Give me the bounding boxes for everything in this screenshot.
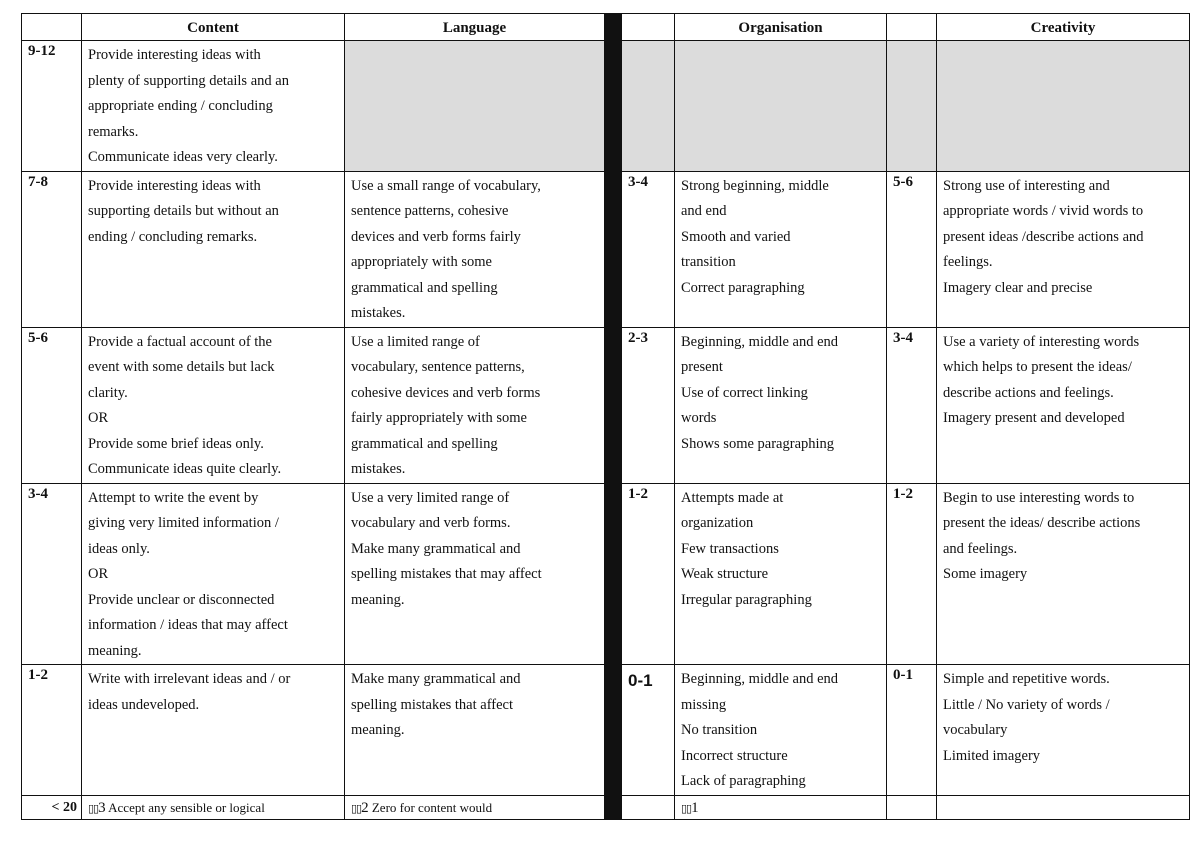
creativity-descriptor <box>937 483 1190 665</box>
descriptor-line: Lack of paragraphing <box>681 773 806 789</box>
column-separator <box>605 14 622 820</box>
language-footnote <box>345 796 605 820</box>
descriptor-line: vocabulary <box>943 722 1008 738</box>
descriptor-line: OR <box>88 566 109 582</box>
descriptor-line: Beginning, middle and end <box>681 333 839 350</box>
descriptor-line: Provide a factual account of the <box>88 333 272 350</box>
descriptor-line: present <box>681 359 723 375</box>
descriptor-line: Correct paragraphing <box>681 279 805 296</box>
descriptor-line: Little / No variety of words / <box>943 696 1110 713</box>
descriptor-line: spelling mistakes that affect <box>351 696 514 713</box>
descriptor-line: Make many grammatical and <box>351 540 521 557</box>
descriptor-line: present the ideas/ describe actions <box>943 515 1141 531</box>
descriptor-line: plenty of supporting details and an <box>88 72 289 89</box>
descriptor-line: appropriate words / vivid words to <box>943 203 1144 219</box>
footnote-number: 2 <box>361 800 369 816</box>
descriptor-line: vocabulary and verb forms. <box>351 515 511 531</box>
descriptor-line: Limited imagery <box>943 747 1041 764</box>
organisation-descriptor <box>675 327 887 483</box>
descriptor-line: Beginning, middle and end <box>681 671 839 687</box>
descriptor-line: words <box>681 410 717 426</box>
descriptor-line: Irregular paragraphing <box>681 591 812 608</box>
descriptor-line: cohesive devices and verb forms <box>351 384 541 401</box>
descriptor-line: describe actions and feelings. <box>943 384 1114 401</box>
descriptor-line: giving very limited information / <box>88 515 279 531</box>
descriptor-line: Make many grammatical and <box>351 671 521 687</box>
descriptor-line: Communicate ideas quite clearly. <box>88 461 282 477</box>
creativity-footer-cell <box>937 796 1190 820</box>
content-descriptor <box>82 327 345 483</box>
descriptor-line: Smooth and varied <box>681 228 791 245</box>
header-score <box>22 14 82 41</box>
descriptor-line: No transition <box>681 722 758 738</box>
descriptor-line: spelling mistakes that may affect <box>351 566 542 582</box>
organisation-footnote <box>675 796 887 820</box>
organisation-score: 1-2 <box>622 483 675 665</box>
language-descriptor <box>345 483 605 665</box>
descriptor-line: missing <box>681 696 727 713</box>
descriptor-line: Simple and repetitive words. <box>943 671 1110 687</box>
marking-rubric-table <box>21 13 1190 820</box>
descriptor-line: mistakes. <box>351 305 406 321</box>
descriptor-line: Weak structure <box>681 566 768 582</box>
header-row <box>22 14 1190 41</box>
creativity-score: 3-4 <box>887 327 937 483</box>
creativity-score: 0-1 <box>887 665 937 796</box>
descriptor-line: meaning. <box>351 722 405 738</box>
org-score-empty-cell <box>622 41 675 172</box>
descriptor-line: event with some details but lack <box>88 359 275 375</box>
total-score-label: < 20 <box>22 796 82 820</box>
descriptor-line: Imagery clear and precise <box>943 279 1093 296</box>
creativity-descriptor <box>937 665 1190 796</box>
creativity-score: 5-6 <box>887 171 937 327</box>
descriptor-line: Shows some paragraphing <box>681 435 835 452</box>
header-cre-score <box>887 14 937 41</box>
descriptor-line: clarity. <box>88 384 128 401</box>
content-score: 9-12 <box>22 41 82 172</box>
language-descriptor <box>345 327 605 483</box>
descriptor-line: Provide interesting ideas with <box>88 177 261 194</box>
descriptor-line: ideas only. <box>88 540 150 557</box>
descriptor-line: Few transactions <box>681 540 779 557</box>
descriptor-line: present ideas /describe actions and <box>943 228 1144 245</box>
descriptor-line: Provide unclear or disconnected <box>88 591 275 608</box>
cre-score-empty-cell <box>887 41 937 172</box>
missing-glyph-icon: ▯▯ <box>88 802 99 815</box>
descriptor-line: meaning. <box>88 642 142 659</box>
creativity-descriptor <box>937 171 1190 327</box>
descriptor-line: Attempt to write the event by <box>88 489 259 506</box>
descriptor-line: Strong use of interesting and <box>943 177 1110 194</box>
descriptor-line: and end <box>681 203 727 219</box>
descriptor-line: transition <box>681 254 736 270</box>
cre-score-footer-cell <box>887 796 937 820</box>
organisation-descriptor <box>675 171 887 327</box>
header-org-score <box>622 14 675 41</box>
descriptor-line: Write with irrelevant ideas and / or <box>88 671 291 687</box>
content-descriptor <box>82 665 345 796</box>
descriptor-line: feelings. <box>943 254 993 270</box>
language-descriptor <box>345 665 605 796</box>
creativity-score: 1-2 <box>887 483 937 665</box>
descriptor-line: Attempts made at <box>681 489 784 506</box>
descriptor-line: ending / concluding remarks. <box>88 228 258 245</box>
content-descriptor <box>82 483 345 665</box>
footnote-number: 1 <box>691 800 699 816</box>
footnote-text: Zero for content would <box>368 800 493 815</box>
language-descriptor <box>345 171 605 327</box>
descriptor-line: Communicate ideas very clearly. <box>88 149 278 165</box>
creativity-descriptor <box>937 327 1190 483</box>
organisation-score: 2-3 <box>622 327 675 483</box>
organisation-score: 3-4 <box>622 171 675 327</box>
descriptor-line: grammatical and spelling <box>351 279 498 296</box>
missing-glyph-icon: ▯▯ <box>681 802 692 815</box>
organisation-score: 0-1 <box>622 665 675 796</box>
descriptor-line: ideas undeveloped. <box>88 696 200 713</box>
descriptor-line: Use a very limited range of <box>351 489 510 506</box>
language-empty-cell <box>345 41 605 172</box>
descriptor-line: OR <box>88 410 109 426</box>
org-score-footer-cell <box>622 796 675 820</box>
descriptor-line: sentence patterns, cohesive <box>351 203 509 219</box>
footnote-text: Accept any sensible or logical <box>105 800 265 815</box>
descriptor-line: organization <box>681 515 754 531</box>
descriptor-line: Provide interesting ideas with <box>88 47 261 63</box>
descriptor-line: Use of correct linking <box>681 384 808 401</box>
content-score: 3-4 <box>22 483 82 665</box>
descriptor-line: which helps to present the ideas/ <box>943 359 1132 375</box>
descriptor-line: mistakes. <box>351 461 406 477</box>
descriptor-line: Use a small range of vocabulary, <box>351 177 541 194</box>
descriptor-line: Begin to use interesting words to <box>943 489 1135 506</box>
header-organisation: Organisation <box>675 14 887 41</box>
content-score: 5-6 <box>22 327 82 483</box>
descriptor-line: Use a limited range of <box>351 333 480 350</box>
descriptor-line: vocabulary, sentence patterns, <box>351 359 525 375</box>
descriptor-line: information / ideas that may affect <box>88 617 288 633</box>
content-score: 1-2 <box>22 665 82 796</box>
descriptor-line: Provide some brief ideas only. <box>88 435 264 452</box>
descriptor-line: Strong beginning, middle <box>681 177 829 194</box>
descriptor-line: remarks. <box>88 123 139 140</box>
footnote-number: 3 <box>98 800 106 816</box>
descriptor-line: appropriately with some <box>351 254 492 270</box>
descriptor-line: grammatical and spelling <box>351 435 498 452</box>
header-content: Content <box>82 14 345 41</box>
organisation-descriptor <box>675 665 887 796</box>
content-footnote <box>82 796 345 820</box>
organisation-empty-cell <box>675 41 887 172</box>
creativity-empty-cell <box>937 41 1190 172</box>
header-creativity: Creativity <box>937 14 1190 41</box>
missing-glyph-icon: ▯▯ <box>351 802 362 815</box>
descriptor-line: appropriate ending / concluding <box>88 98 273 114</box>
organisation-descriptor <box>675 483 887 665</box>
descriptor-line: meaning. <box>351 591 405 608</box>
content-descriptor <box>82 171 345 327</box>
descriptor-line: Some imagery <box>943 566 1028 582</box>
header-language: Language <box>345 14 605 41</box>
descriptor-line: fairly appropriately with some <box>351 410 527 426</box>
descriptor-line: supporting details but without an <box>88 203 279 219</box>
descriptor-line: Incorrect structure <box>681 747 788 764</box>
descriptor-line: Imagery present and developed <box>943 410 1125 426</box>
descriptor-line: devices and verb forms fairly <box>351 228 521 245</box>
content-descriptor <box>82 41 345 172</box>
descriptor-line: and feelings. <box>943 540 1018 557</box>
content-score: 7-8 <box>22 171 82 327</box>
descriptor-line: Use a variety of interesting words <box>943 333 1140 350</box>
